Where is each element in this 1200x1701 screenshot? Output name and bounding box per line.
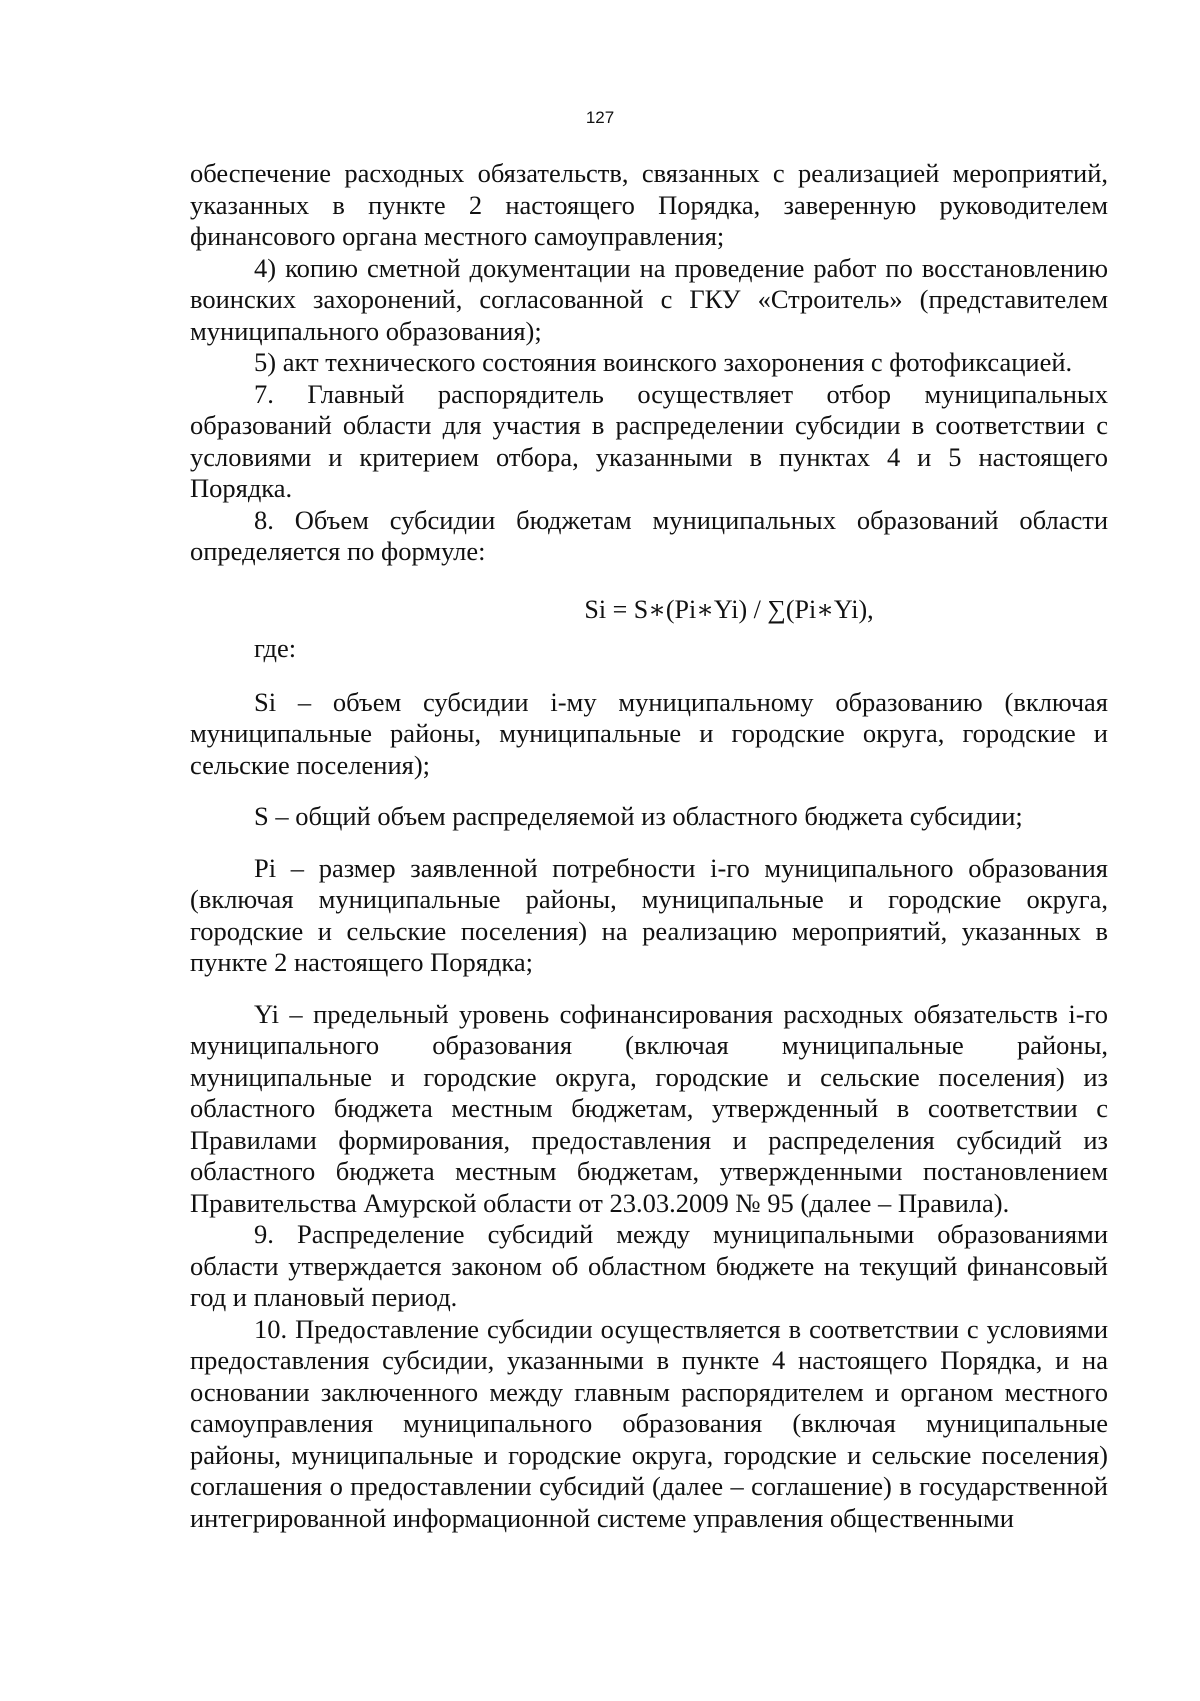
subsidy-formula: Si = S∗(Pi∗Yi) / ∑(Pi∗Yi),: [584, 594, 874, 624]
definition-si: Si – объем субсидии i-му муниципальному образованию (включая муниципальные районы, муниципальные и городские округа, городские и сельские поселения);: [190, 686, 1108, 780]
paragraph-continuation: обеспечение расходных обязательств, связанных с реализацией мероприятий, указанных в пункте 2 настоящего Порядка, заверенную руководителем финансового органа местного самоуправления;: [190, 158, 1108, 251]
document-body: [190, 158, 1108, 1534]
paragraph-clause-7: 7. Главный распорядитель осуществляет отбор муниципальных образований области для участия в распределении субсидии в соответствии с условиями и критерием отбора, указанными в пунктах 4 и 5 настоящего Порядка.: [190, 378, 1108, 503]
paragraph-clause-9: 9. Распределение субсидий между муниципальными образованиями области утверждается законом об областном бюджете на текущий финансовый год и плановый период.: [190, 1219, 1108, 1312]
paragraph-clause-10: 10. Предоставление субсидии осуществляется в соответствии с условиями предоставления субсидии, указанными в пункте 4 настоящего Порядка, и на основании заключенного между главным распорядителем и органом местного самоуправления муниципального образования (включая муниципальные районы, муниципальные и городские округа, городские и сельские поселения) соглашения о предоставлении субсидий (далее – соглашение) в государственной интегрированной информационной системе управления общественными: [190, 1313, 1108, 1533]
definition-s: S – общий объем распределяемой из областного бюджета субсидии;: [254, 801, 1023, 831]
paragraph-item-5: 5) акт технического состояния воинского захоронения с фотофиксацией.: [254, 347, 1073, 377]
paragraph-item-4: 4) копию сметной документации на проведение работ по восстановлению воинских захоронений, согласованной с ГКУ «Строитель» (представителем муниципального образования);: [190, 252, 1108, 346]
definition-pi: Pi – размер заявленной потребности i-го муниципального образования (включая муниципальные районы, муниципальные и городские округа, городские и сельские поселения) на реализацию мероприятий, указанных в пункте 2 настоящего Порядка;: [190, 852, 1108, 977]
definition-yi: Yi – предельный уровень софинансирования расходных обязательств i-го муниципального образования (включая муниципальные районы, муниципальные и городские округа, городские и сельские поселения) из областного бюджета местным бюджетам, утвержденный в соответствии с Правилами формирования, предоставления и распределения субсидий из областного бюджета местным бюджетам, утвержденными постановлением Правительства Амурской области от 23.03.2009 № 95 (далее – Правила).: [190, 998, 1108, 1218]
paragraph-clause-8: 8. Объем субсидии бюджетам муниципальных образований области определяется по формуле:: [190, 504, 1108, 566]
page-number: 127: [585, 108, 615, 127]
where-label: где:: [254, 633, 297, 663]
